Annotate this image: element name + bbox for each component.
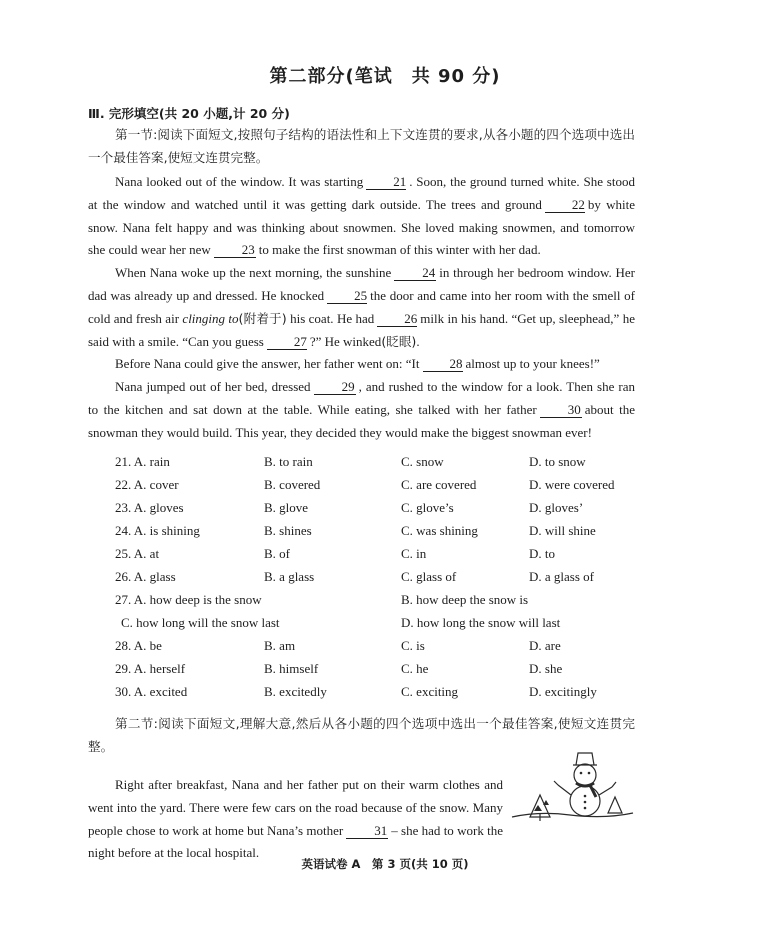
blank-23: 23 (214, 242, 256, 258)
option-30-d: D. excitingly (529, 684, 597, 699)
option-23-b: B. glove (264, 500, 309, 515)
option-23-c: C. glove’s (401, 500, 454, 515)
blank-28: 28 (423, 356, 463, 372)
answer-options (88, 452, 648, 705)
cloze-passage (88, 171, 635, 445)
passage-paragraph-1: Nana looked out of the window. It was starting 21 . Soon, the ground turned white. She stood at the window and watched until it was getting dark outside. The trees and ground 22 by white snow. Nana felt happy and was thinking about snowmen. She loved making snowmen, and tomorrow she could wear her new 23 to make the first snowman of this winter with her dad. (88, 174, 635, 258)
page-footer: 英语试卷 A 第 3 页(共 10 页) (301, 857, 469, 871)
passage-paragraph-3: Before Nana could give the answer, her father went on: “It 28 almost up to your knees!” (115, 356, 600, 372)
question-29 (88, 659, 648, 682)
option-26-b: B. a glass (264, 569, 315, 584)
question-27 (88, 590, 648, 613)
blank-31: 31 (346, 823, 388, 839)
blank-27: 27 (267, 334, 307, 350)
option-30-b: B. excitedly (264, 684, 327, 699)
question-21 (88, 452, 648, 475)
option-27-c: C. how long will the snow last (121, 615, 280, 630)
option-25-c: C. in (401, 546, 427, 561)
option-23-a: 23. A. gloves (115, 500, 184, 515)
option-29-a: 29. A. herself (115, 661, 186, 676)
snowman-illustration (510, 745, 635, 830)
option-24-b: B. shines (264, 523, 312, 538)
blank-30: 30 (540, 402, 582, 418)
option-22-c: C. are covered (401, 477, 477, 492)
blank-21: 21 (366, 174, 406, 190)
option-27-d: D. how long the snow will last (401, 615, 561, 630)
question-27-cont (88, 613, 648, 636)
page-title: 第二部分(笔试 共 90 分) (269, 66, 501, 87)
option-25-a: 25. A. at (115, 546, 160, 561)
option-22-d: D. were covered (529, 477, 615, 492)
option-24-c: C. was shining (401, 523, 478, 538)
option-26-d: D. a glass of (529, 569, 594, 584)
part2-instructions: 第二节:阅读下面短文,理解大意,然后从各小题的四个选项中选出一个最佳答案,使短文连贯完整。 (88, 716, 635, 754)
option-26-a: 26. A. glass (115, 569, 176, 584)
question-28 (88, 636, 648, 659)
question-25 (88, 544, 648, 567)
option-29-c: C. he (401, 661, 429, 676)
option-28-b: B. am (264, 638, 296, 653)
reading-passage: Right after breakfast, Nana and her father put on their warm clothes and went into the yard. There were few cars on the road because of the snow. Many people chose to work at home but Nana’s mother 31 – she had to work the night before at the local hospital. (88, 777, 503, 861)
option-29-b: B. himself (264, 661, 319, 676)
question-23 (88, 498, 648, 521)
option-28-a: 28. A. be (115, 638, 162, 653)
option-27-b: B. how deep the snow is (401, 592, 529, 607)
passage-paragraph-4: Nana jumped out of her bed, dressed 29 , and rushed to the window for a look. Then she ran to the kitchen and sat down at the table. While eating, she talked with her father 30 about the snowman they would build. This year, they decided they would make the biggest snowman ever! (88, 379, 635, 440)
option-30-c: C. exciting (401, 684, 459, 699)
option-25-b: B. of (264, 546, 290, 561)
option-25-d: D. to (529, 546, 555, 561)
question-30 (88, 682, 648, 705)
blank-29: 29 (314, 379, 356, 395)
gloss-1: (附着于) (238, 310, 287, 326)
part1-instructions: 第一节:阅读下面短文,按照句子结构的语法性和上下文连贯的要求,从各小题的四个选项中选出一个最佳答案,使短文连贯完整。 (88, 127, 635, 165)
option-26-c: C. glass of (401, 569, 457, 584)
option-27-a: 27. A. how deep is the snow (115, 592, 262, 607)
option-22-a: 22. A. cover (115, 477, 179, 492)
question-26 (88, 567, 648, 590)
section-heading: Ⅲ. 完形填空(共 20 小题,计 20 分) (88, 106, 290, 121)
blank-24: 24 (394, 265, 436, 281)
option-23-d: D. gloves’ (529, 500, 584, 515)
option-29-d: D. she (529, 661, 563, 676)
blank-25: 25 (327, 288, 367, 304)
option-21-b: B. to rain (264, 454, 313, 469)
question-24 (88, 521, 648, 544)
option-21-c: C. snow (401, 454, 444, 469)
option-21-d: D. to snow (529, 454, 586, 469)
option-30-a: 30. A. excited (115, 684, 188, 699)
option-24-a: 24. A. is shining (115, 523, 200, 538)
option-28-d: D. are (529, 638, 561, 653)
blank-26: 26 (377, 311, 417, 327)
blank-22: 22 (545, 197, 585, 213)
gloss-2: (眨眼) (381, 333, 417, 349)
passage-paragraph-2: When Nana woke up the next morning, the sunshine 24 in through her bedroom window. Her dad was already up and dressed. He knocked 25 the door and came into her room with the smell of cold and fresh air clinging to(附着于) his coat. He had 26 milk in his hand. “Get up, sleephead,” he said with a smile. “Can you guess 27 ?” He winked(眨眼). (88, 265, 635, 349)
italic-phrase: clinging to (182, 310, 239, 326)
option-22-b: B. covered (264, 477, 321, 492)
option-24-d: D. will shine (529, 523, 596, 538)
option-21-a: 21. A. rain (115, 454, 170, 469)
question-22 (88, 475, 648, 498)
option-28-c: C. is (401, 638, 425, 653)
